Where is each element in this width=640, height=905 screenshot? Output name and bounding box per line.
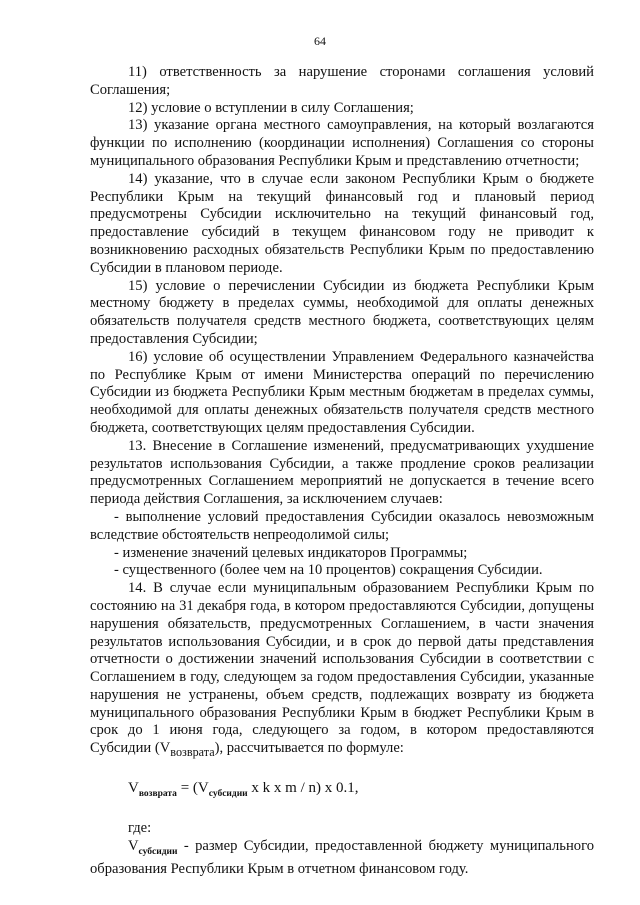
formula-eq: = (V (176, 779, 209, 796)
variable-definition (90, 838, 594, 880)
formula-rhs-subscript: субсидии (208, 788, 248, 799)
paragraph-16-item: 16) условие об осуществлении Управлением Федерального казначейства по Республике Крым от имени Министерства операций по перечислению Субсидии из бюджета Республики Крым местным бюджетам в пределах суммы, необходимой для оплаты денежных обязательств получателя средств местного бюджета, соответствующих целям предоставления Субсидии. (90, 348, 594, 436)
definition-symbol: V (128, 837, 139, 854)
paragraph-14-item: 14) указание, что в случае если законом Республики Крым о бюджете Республики Крым на текущий финансовый год и плановый период предусмотрены Субсидии исключительно на текущий финансовый год, предоставление субсидий в текущем финансовом году не приводит к возникновению расходных обязательств Республики Крым по предоставлению Субсидии в плановом периоде. (90, 170, 594, 276)
formula-lhs: V (128, 779, 139, 796)
section-14-text: 14. В случае если муниципальным образованием Республики Крым по состоянию на 31 декабря года, в котором предоставляются Субсидии, допущены нарушения обязательств, предусмотренных Соглашением, в части значения результатов использования Субсидии, и в срок до первой даты представления отчетности о достижении значений использования Субсидии в соответствии с Соглашением в году, следующем за годом предоставления Субсидии, указанные нарушения не устранены, объем средств, подлежащих возврату из бюджета муниципального образования Республики Крым в бюджет Республики Крым в срок до 1 июня года, следующего за годом, в котором предоставляются Субсидии ( (90, 580, 594, 757)
document-body (90, 64, 594, 879)
exception-item: - существенного (более чем на 10 процентов) сокращения Субсидии. (114, 562, 543, 579)
definition-subscript: субсидии (138, 846, 178, 857)
exception-item: - изменение значений целевых индикаторов Программы; (114, 544, 468, 561)
return-formula (128, 780, 594, 820)
paragraph-11: 11) ответственность за нарушение сторонами соглашения условий Соглашения; (90, 64, 594, 98)
section-14 (90, 580, 594, 762)
section-14-tail: ), рассчитывается по формуле: (214, 740, 404, 757)
exception-item: - выполнение условий предоставления Субсидии оказалось невозможным вследствие обстоятельств непреодолимой силы; (90, 508, 594, 543)
paragraph-15-item: 15) условие о перечислении Субсидии из бюджета Республики Крым местному бюджету в пределах суммы, необходимой для оплаты денежных обязательств получателя средств местного бюджета, соответствующих целям предоставления Субсидии; (90, 277, 594, 347)
definition-text: - размер Субсидии, предоставленной бюджету муниципального образования Республики Крым в отчетном финансовом году. (90, 837, 594, 878)
v-subscript: возврата (170, 745, 215, 760)
paragraph-12: 12) условие о вступлении в силу Соглашения; (128, 99, 414, 116)
where-label: где: (128, 819, 152, 836)
section-13: 13. Внесение в Соглашение изменений, предусматривающих ухудшение результатов использования Субсидии, а также продление сроков реализации предусмотренных Соглашением мероприятий не допускается в течение всего периода действия Соглашения, за исключением случаев: (90, 437, 594, 508)
formula-lhs-subscript: возврата (138, 788, 177, 799)
paragraph-13-item: 13) указание органа местного самоуправления, на который возлагаются функции по исполнению (координации исполнения) Соглашения со стороны муниципального образования Республики Крым и представлению отчетности; (90, 117, 594, 169)
v-symbol: V (159, 740, 171, 757)
formula-rest: x k x m / n) x 0.1, (247, 779, 359, 796)
page-number: 64 (314, 34, 326, 48)
